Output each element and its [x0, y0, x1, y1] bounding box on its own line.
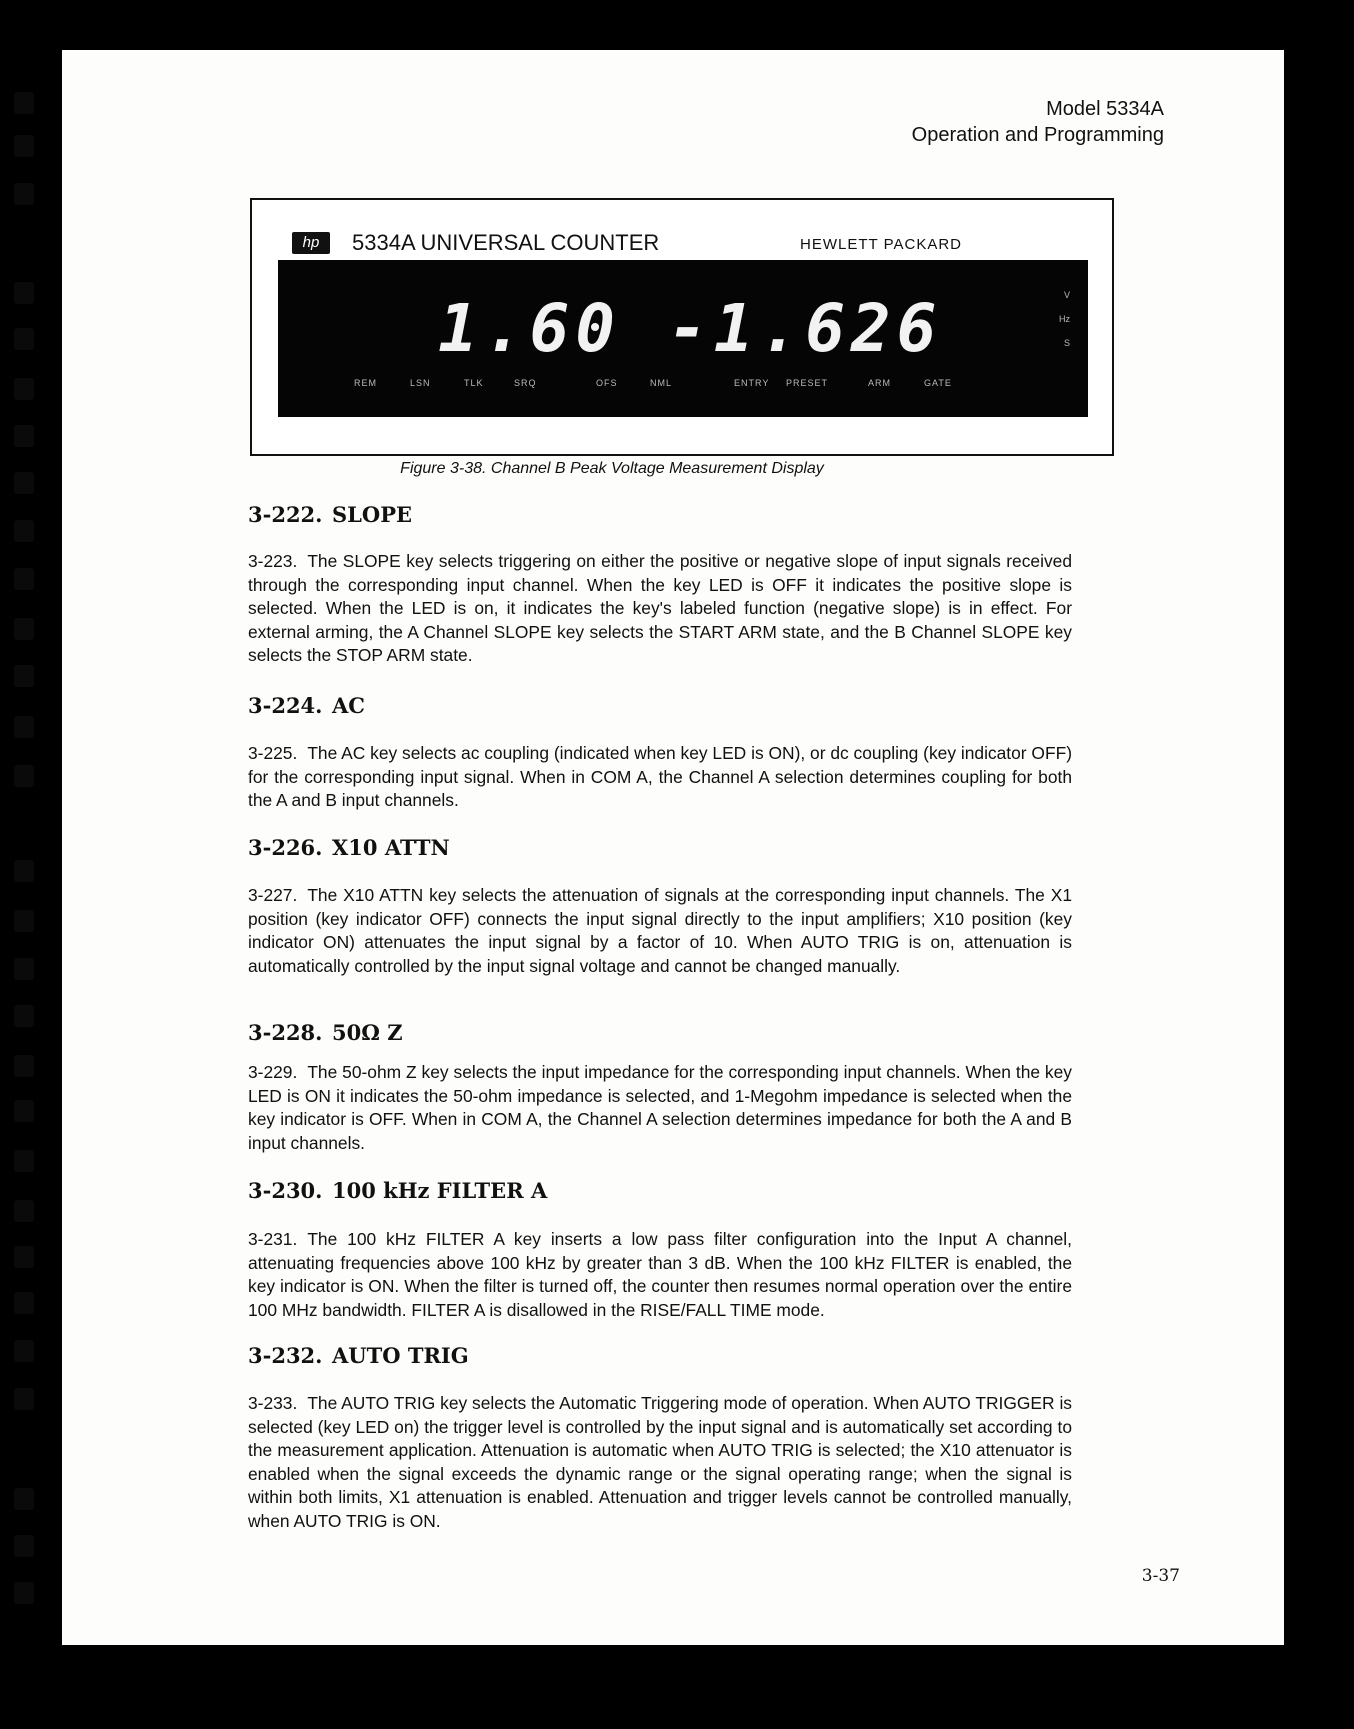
unit-hertz: Hz: [1059, 314, 1070, 324]
binder-hole: [14, 378, 34, 400]
binder-hole: [14, 1005, 34, 1027]
paragraph-text: The AC key selects ac coupling (indicated when key LED is ON), or dc coupling (key indicator OFF) for the corresponding input signal. When in COM A, the Channel A selection determines coupling for both the A and B input channels.: [248, 743, 1072, 811]
binder-hole: [14, 183, 34, 205]
section-number: 3-228.: [248, 1020, 323, 1045]
annunciator: NML: [650, 378, 673, 388]
manufacturer-label: HEWLETT PACKARD: [800, 236, 962, 253]
paragraph-number: 3-231.: [248, 1229, 298, 1249]
section-title: 100 kHz FILTER A: [332, 1178, 548, 1203]
binder-hole: [14, 328, 34, 350]
binder-hole: [14, 665, 34, 687]
binder-hole: [14, 520, 34, 542]
header-model: Model 5334A: [1046, 98, 1164, 120]
section-number: 3-222.: [248, 502, 323, 527]
annunciator: GATE: [924, 378, 952, 388]
instrument-header: [292, 230, 1072, 260]
page-number: 3-37: [1141, 1566, 1180, 1586]
binder-hole: [14, 1246, 34, 1268]
annunciator: ARM: [868, 378, 891, 388]
binder-hole: [14, 1488, 34, 1510]
running-header: [912, 96, 1164, 148]
section-number: 3-226.: [248, 835, 323, 860]
annunciator: SRQ: [514, 378, 537, 388]
binder-hole: [14, 910, 34, 932]
paragraph-text: The 100 kHz FILTER A key inserts a low pass filter configuration into the Input A channel, attenuating frequencies above 100 kHz by greater than 3 dB. When the 100 kHz FILTER is enabled, the key indicator is ON. When the filter is turned off, the counter then resumes normal operation over the entire 100 MHz bandwidth. FILTER A is disallowed in the RISE/FALL TIME mode.: [248, 1229, 1072, 1320]
binder-hole: [14, 1535, 34, 1557]
section-paragraph: [248, 550, 1072, 668]
readout-left: 1.60: [438, 290, 621, 367]
section-number: 3-232.: [248, 1343, 323, 1368]
section-paragraph: [248, 1392, 1072, 1534]
binder-hole: [14, 425, 34, 447]
binder-hole: [14, 92, 34, 114]
binder-hole: [14, 1200, 34, 1222]
section-title: AUTO TRIG: [332, 1343, 469, 1368]
section-number: 3-230.: [248, 1178, 323, 1203]
section-paragraph: [248, 884, 1072, 978]
unit-seconds: S: [1063, 338, 1070, 348]
paragraph-text: The SLOPE key selects triggering on either the positive or negative slope of input signals received through the corresponding input channel. When the key LED is OFF it indicates the positive slope is selected. When the LED is on, it indicates the key's labeled function (negative slope) is in effect. For external arming, the A Channel SLOPE key selects the START ARM state, and the B Channel SLOPE key selects the STOP ARM state.: [248, 551, 1072, 666]
annunciator: REM: [354, 378, 377, 388]
led-display: [278, 260, 1088, 417]
annunciator: OFS: [596, 378, 618, 388]
binder-hole: [14, 568, 34, 590]
section-heading: [248, 1178, 547, 1203]
section-title: 50Ω Z: [332, 1020, 403, 1045]
binder-hole: [14, 958, 34, 980]
section-heading: [248, 1343, 469, 1368]
annunciator-row: [278, 378, 1088, 392]
binder-hole: [14, 716, 34, 738]
binder-hole: [14, 282, 34, 304]
section-paragraph: [248, 742, 1072, 813]
figure-caption: Figure 3-38. Channel B Peak Voltage Measurement Display: [400, 460, 824, 477]
section-title: AC: [332, 693, 366, 718]
paragraph-number: 3-225.: [248, 743, 298, 763]
section-heading: [248, 502, 412, 527]
instrument-title: 5334A UNIVERSAL COUNTER: [352, 230, 660, 255]
paragraph-number: 3-223.: [248, 551, 298, 571]
section-number: 3-224.: [248, 693, 323, 718]
paragraph-text: The 50-ohm Z key selects the input impedance for the corresponding input channels. When the key LED is ON it indicates the 50-ohm impedance is selected, and 1-Megohm impedance is selected when the key indicator is OFF. When in COM A, the Channel A selection determines impedance for both the A and B input channels.: [248, 1062, 1072, 1153]
section-title: X10 ATTN: [332, 835, 450, 860]
paragraph-number: 3-233.: [248, 1393, 298, 1413]
annunciator: TLK: [464, 378, 484, 388]
section-heading: [248, 1020, 403, 1045]
manual-page: [62, 50, 1284, 1645]
binder-hole: [14, 618, 34, 640]
section-heading: [248, 835, 450, 860]
binder-hole: [14, 860, 34, 882]
binder-hole: [14, 135, 34, 157]
annunciator: LSN: [410, 378, 431, 388]
readout-right: -1.626: [668, 290, 943, 367]
binder-hole: [14, 1292, 34, 1314]
counter-figure: [250, 198, 1114, 456]
binder-hole: [14, 765, 34, 787]
annunciator: ENTRY: [734, 378, 770, 388]
binder-hole: [14, 1582, 34, 1604]
binder-hole: [14, 1388, 34, 1410]
header-section: Operation and Programming: [911, 124, 1164, 146]
binder-strip: [0, 0, 62, 1729]
paragraph-text: The AUTO TRIG key selects the Automatic Triggering mode of operation. When AUTO TRIGGER is selected (key LED on) the trigger level is controlled by the input signal and is automatically set according to the measurement application. Attenuation is automatic when AUTO TRIG is selected; the X10 attenuator is enabled when the signal exceeds the dynamic range or the signal operating range; when the signal is within both limits, X1 attenuation is enabled. Attenuation and trigger levels cannot be controlled manually, when AUTO TRIG is ON.: [248, 1393, 1072, 1531]
annunciator: PRESET: [786, 378, 829, 388]
section-heading: [248, 693, 365, 718]
hp-logo: hp: [292, 232, 330, 254]
binder-hole: [14, 1055, 34, 1077]
paragraph-number: 3-227.: [248, 885, 298, 905]
paragraph-text: The X10 ATTN key selects the attenuation of signals at the corresponding input channels. The X1 position (key indicator OFF) connects the input signal directly to the input amplifiers; X10 position (key indicator ON) attenuates the input signal by a factor of 10. When AUTO TRIG is on, attenuation is automatically controlled by the input signal voltage and cannot be changed manually.: [248, 885, 1072, 976]
binder-hole: [14, 1340, 34, 1362]
section-title: SLOPE: [332, 502, 413, 527]
unit-volts: V: [1063, 290, 1070, 300]
section-paragraph: [248, 1061, 1072, 1155]
binder-hole: [14, 1150, 34, 1172]
paragraph-number: 3-229.: [248, 1062, 298, 1082]
section-paragraph: [248, 1228, 1072, 1322]
binder-hole: [14, 472, 34, 494]
binder-hole: [14, 1100, 34, 1122]
